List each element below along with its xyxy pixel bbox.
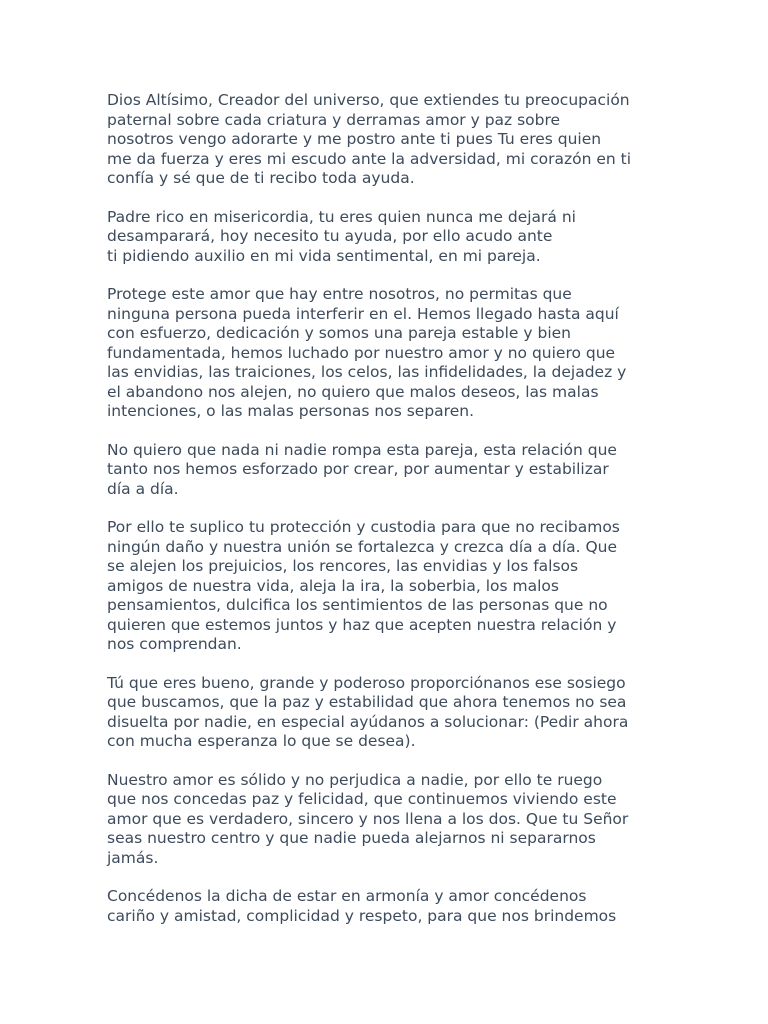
paragraph-4: No quiero que nada ni nadie rompa esta pareja, esta relación que tanto nos hemos esforzado por crear, por aumentar y estabilizar día a día. (107, 440, 617, 498)
paragraph-1: Dios Altísimo, Creador del universo, que extiendes tu preocupación paternal sobre cada criatura y derramas amor y paz sobre nosotros vengo adorarte y me postro ante ti pues Tu eres quien me da fuerza y eres mi escudo ante la adversidad, mi corazón en ti confía y sé que de ti recibo toda ayuda. (107, 91, 631, 187)
paragraph-5: Por ello te suplico tu protección y custodia para que no recibamos ningún daño y nuestra unión se fortalezca y crezca día a día. Que se alejen los prejuicios, los rencores, las envidias y los falsos amigos de nuestra vida, aleja la ira, la soberbia, los malos pensamientos, dulcifica los sentimientos de las personas que no quieren que estemos juntos y haz que acepten nuestra relación y nos comprendan. (107, 518, 620, 653)
paragraph-2: Padre rico en misericordia, tu eres quien nunca me dejará ni desamparará, hoy necesito tu ayuda, por ello acudo ante ti pidiendo auxilio en mi vida sentimental, en mi pareja. (107, 207, 576, 265)
paragraph-3: Protege este amor que hay entre nosotros, no permitas que ninguna persona pueda interferir en el. Hemos llegado hasta aquí con esfuerzo, dedicación y somos una pareja estable y bien fundamentada, hemos luchado por nuestro amor y no quiero que las envidias, las traiciones, los celos, las infidelidades, la dejadez y el abandono nos alejen, no quiero que malos deseos, las malas intenciones, o las malas personas nos separen. (107, 285, 627, 420)
paragraph-8: Concédenos la dicha de estar en armonía y amor concédenos cariño y amistad, complicidad y respeto, para que nos brindemos (107, 887, 617, 925)
paragraph-6: Tú que eres bueno, grande y poderoso proporciónanos ese sosiego que buscamos, que la paz y estabilidad que ahora tenemos no sea disuelta por nadie, en especial ayúdanos a solucionar: (Pedir ahora con mucha esperanza lo que se desea). (107, 673, 629, 750)
paragraph-7: Nuestro amor es sólido y no perjudica a nadie, por ello te ruego que nos concedas paz y felicidad, que continuemos viviendo este amor que es verdadero, sincero y nos llena a los dos. Que tu Señor seas nuestro centro y que nadie pueda alejarnos ni separarnos jamás. (107, 770, 629, 867)
